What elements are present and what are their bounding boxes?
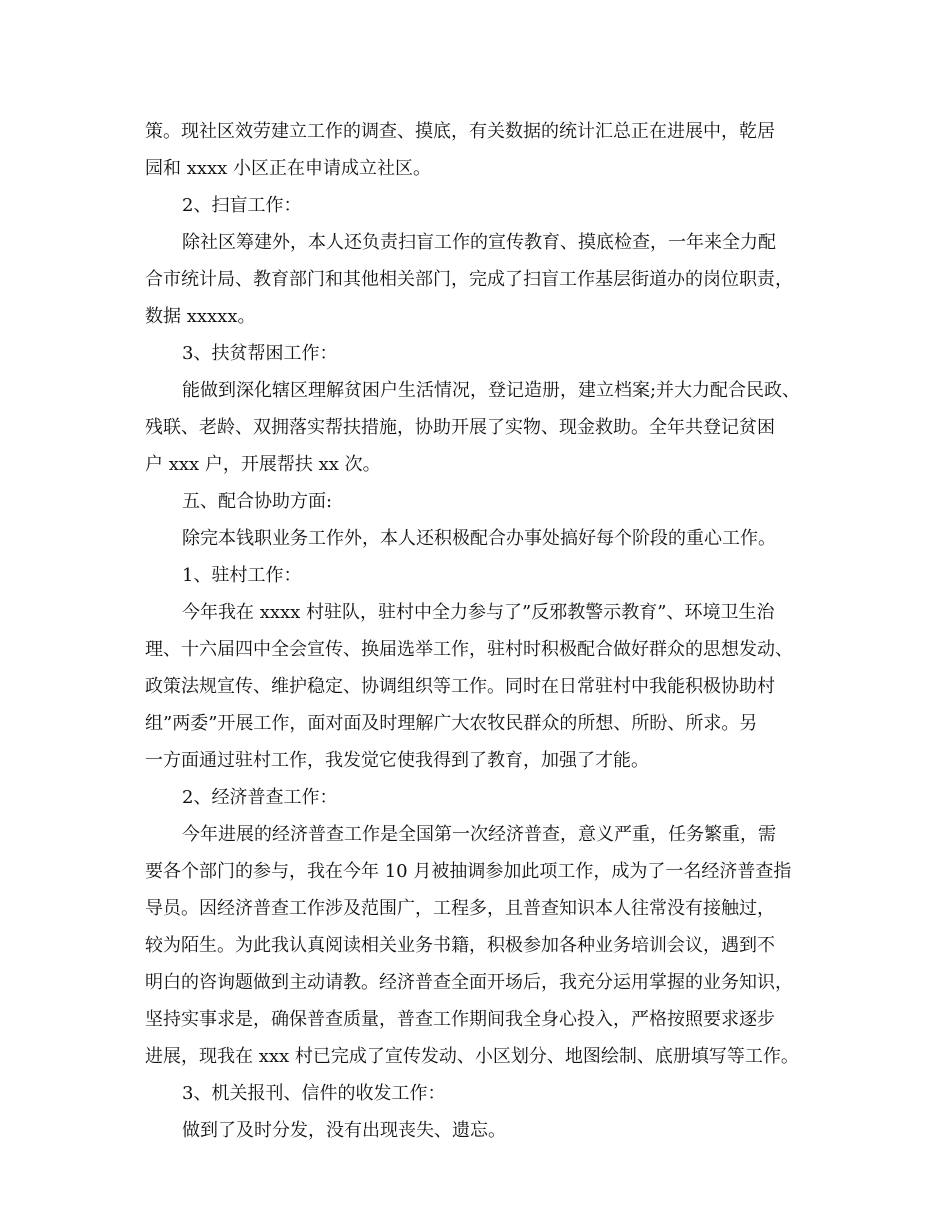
section-heading: 五、配合协助方面: <box>182 491 333 512</box>
body-line: 组”两委”开展工作，面对面及时理解广大农牧民群众的所想、所盼、所求。另 <box>145 713 758 734</box>
body-line: 今年我在 xxxx 村驻队，驻村中全力参与了”反邪教警示教育”、环境卫生治 <box>182 602 775 623</box>
section-heading: 2、扫盲工作： <box>182 195 302 216</box>
body-line: 今年进展的经济普查工作是全国第一次经济普查，意义严重，任务繁重，需 <box>182 824 776 845</box>
body-line: 合市统计局、教育部门和其他相关部门，完成了扫盲工作基层街道办的岗位职责， <box>145 269 793 290</box>
section-heading: 1、驻村工作： <box>182 565 302 586</box>
body-line: 一方面通过驻村工作，我发觉它使我得到了教育，加强了才能。 <box>145 750 649 771</box>
body-line: 导员。因经济普查工作涉及范围广，工程多，且普查知识本人往常没有接触过， <box>145 898 775 919</box>
body-line: 较为陌生。为此我认真阅读相关业务书籍，积极参加各种业务培训会议，遇到不 <box>145 935 775 956</box>
section-heading: 2、经济普查工作： <box>182 787 338 808</box>
body-line: 园和 xxxx 小区正在申请成立社区。 <box>145 158 432 179</box>
body-line: 进展，现我在 xxx 村已完成了宣传发动、小区划分、地图绘制、底册填写等工作。 <box>145 1046 799 1067</box>
body-line: 坚持实事求是，确保普查质量，普查工作期间我全身心投入，严格按照要求逐步 <box>145 1009 775 1030</box>
section-heading: 3、机关报刊、信件的收发工作： <box>182 1083 446 1104</box>
body-line: 除完本钱职业务工作外，本人还积极配合办事处搞好每个阶段的重心工作。 <box>182 528 776 549</box>
body-line: 要各个部门的参与，我在今年 10 月被抽调参加此项工作，成为了一名经济普查指 <box>145 861 792 882</box>
body-line: 数据 xxxxx。 <box>145 306 256 327</box>
body-line: 除社区筹建外，本人还负责扫盲工作的宣传教育、摸底检查，一年来全力配 <box>182 232 776 253</box>
body-line: 户 xxx 户，开展帮扶 xx 次。 <box>145 454 381 475</box>
body-line: 明白的咨询题做到主动请教。经济普查全面开场后，我充分运用掌握的业务知识， <box>145 972 793 993</box>
body-line: 理、十六届四中全会宣传、换届选举工作，驻村时积极配合做好群众的思想发动、 <box>145 639 793 660</box>
body-line: 政策法规宣传、维护稳定、协调组织等工作。同时在日常驻村中我能积极协助村 <box>145 676 775 697</box>
body-line: 残联、老龄、双拥落实帮扶措施，协助开展了实物、现金救助。全年共登记贫困 <box>145 417 775 438</box>
body-line: 做到了及时分发，没有出现丧失、遗忘。 <box>182 1120 506 1141</box>
body-line: 策。现社区效劳建立工作的调查、摸底，有关数据的统计汇总正在进展中，乾居 <box>145 121 775 142</box>
body-line: 能做到深化辖区理解贫困户生活情况，登记造册，建立档案;并大力配合民政、 <box>182 380 801 401</box>
section-heading: 3、扶贫帮困工作： <box>182 343 338 364</box>
